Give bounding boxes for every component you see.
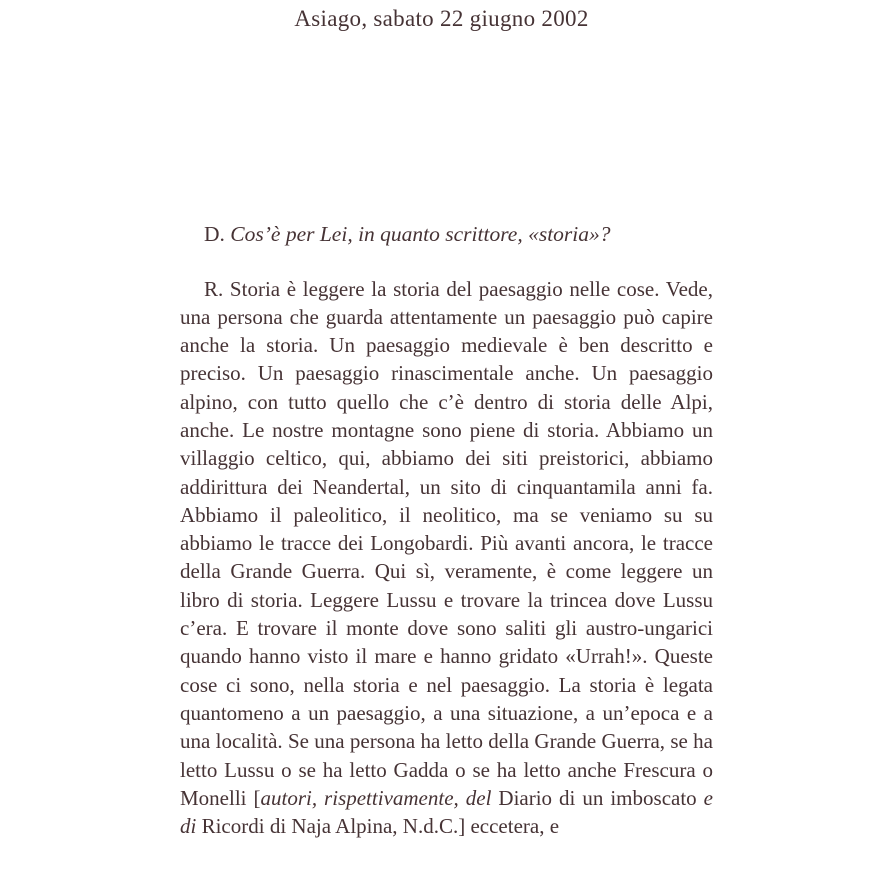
interview-question [180, 220, 713, 248]
dateline: Asiago, sabato 22 giugno 2002 [294, 6, 589, 31]
interview-answer [180, 275, 713, 841]
question-text: Cos’è per Lei, in quanto scrittore, «storia»? [230, 221, 611, 246]
answer-text-segment: e di [180, 785, 713, 839]
answer-text-segment: R. Storia è leggere la storia del paesaggio nelle cose. Vede, una persona che guarda attentamente un paesaggio può capire anche la storia. Un paesaggio medievale è ben descritto e preciso. Un paesaggio rinascimentale anche. Un paesaggio alpino, con tutto quello che c’è dentro di storia delle Alpi, anche. Le nostre montagne sono piene di storia. Abbiamo un villaggio celtico, qui, abbiamo dei siti preistorici, abbiamo addirittura dei Neandertal, un sito di cinquantamila anni fa. Abbiamo il paleolitico, il neolitico, ma se veniamo su su abbiamo le tracce dei Longobardi. Più avanti ancora, le tracce della Grande Guerra. Qui sì, veramente, è come leggere un libro di storia. Leggere Lussu e trovare la trincea dove Lussu c’era. E trovare il monte dove sono saliti gli austro-ungarici quando hanno visto il mare e hanno gridato «Urrah!». Queste cose ci sono, nella storia e nel paesaggio. La storia è legata quantomeno a un paesaggio, a una situazione, a un’epoca e a una località. Se una persona ha letto della Grande Guerra, se ha letto Lussu o se ha letto Gadda o se ha letto anche Frescura o Monelli [ [180, 276, 713, 810]
answer-text-segment: Diario di un imboscato [498, 785, 704, 810]
answer-text-segment: autori, rispettivamente, del [260, 785, 499, 810]
text-block [180, 198, 713, 840]
answer-text-segment: Ricordi di Naja Alpina, N.d.C.] eccetera, e [201, 814, 560, 839]
question-speaker-label: D. [204, 221, 225, 246]
